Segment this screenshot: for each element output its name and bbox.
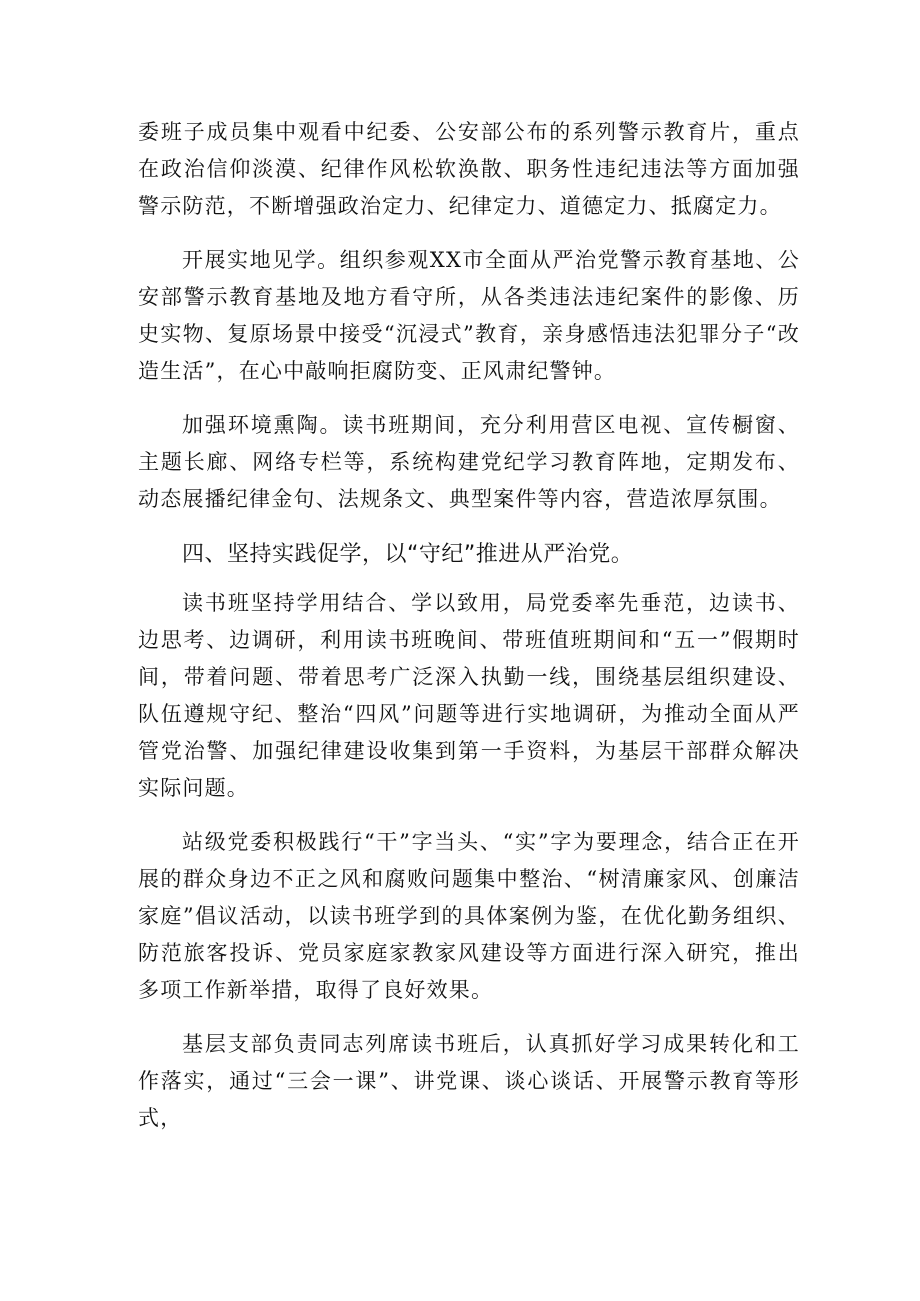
paragraph-study-application: 读书班坚持学用结合、学以致用，局党委率先垂范，边读书、边思考、边调研，利用读书班晚间、带班值班期间和“五一”假期时间，带着问题、带着思考广泛深入执勤一线，围绕基层组织建设、队伍遵规守纪、整治“四风”问题等进行实地调研，为推动全面从严管党治警、加强纪律建设收集到第一手资料，为基层干部群众解决实际问题。 xyxy=(138,591,800,800)
paragraph-field-visit: 开展实地见学。组织参观XX市全面从严治党警示教育基地、公安部警示教育基地及地方看守所，从各类违法违纪案件的影像、历史实物、复原场景中接受“沉浸式”教育，亲身感悟违法犯罪分子“改造生活”，在心中敲响拒腐防变、正风肃纪警钟。 xyxy=(138,248,800,383)
paragraph-grassroots-branch: 基层支部负责同志列席读书班后，认真抓好学习成果转化和工作落实，通过“三会一课”、讲党课、谈心谈话、开展警示教育等形式， xyxy=(138,1032,800,1130)
paragraph-environment: 加强环境熏陶。读书班期间，充分利用营区电视、宣传橱窗、主题长廊、网络专栏等，系统构建党纪学习教育阵地，定期发布、动态展播纪律金句、法规条文、典型案件等内容，营造浓厚氛围。 xyxy=(138,413,800,511)
document-body xyxy=(138,114,800,1154)
section-heading: 四、坚持实践促学，以“守纪”推进从严治党。 xyxy=(182,542,634,567)
paragraph-station-committee: 站级党委积极践行“干”字当头、“实”字为要理念，结合正在开展的群众身边不正之风和腐败问题集中整治、“树清廉家风、创廉洁家庭”倡议活动，以读书班学到的具体案例为鉴，在优化勤务组织、防范旅客投诉、党员家庭家教家风建设等方面进行深入研究，推出多项工作新举措，取得了良好效果。 xyxy=(138,830,800,1002)
paragraph-warning-films: 委班子成员集中观看中纪委、公安部公布的系列警示教育片，重点在政治信仰淡漠、纪律作风松软涣散、职务性违纪违法等方面加强警示防范，不断增强政治定力、纪律定力、道德定力、抵腐定力。 xyxy=(138,120,800,218)
